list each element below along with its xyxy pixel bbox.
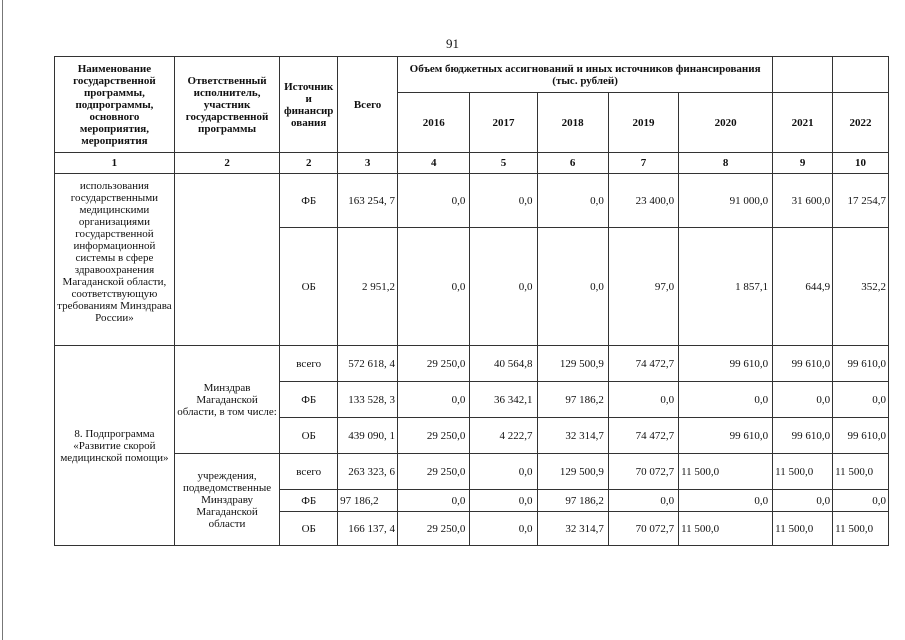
header-source: Источник и финансир ования <box>280 57 338 153</box>
value-cell: 0,0 <box>679 490 773 512</box>
value-cell: 0,0 <box>537 174 608 228</box>
value-cell: 40 564,8 <box>470 346 537 382</box>
table-row <box>55 454 889 490</box>
column-number: 1 <box>55 153 175 174</box>
value-cell: 29 250,0 <box>398 512 470 546</box>
value-cell: 17 254,7 <box>833 174 889 228</box>
table-row <box>55 346 889 382</box>
total-cell: 263 323, 6 <box>338 454 398 490</box>
value-cell: 23 400,0 <box>608 174 678 228</box>
value-cell: 29 250,0 <box>398 454 470 490</box>
value-cell: 70 072,7 <box>608 454 678 490</box>
value-cell: 99 610,0 <box>773 418 833 454</box>
total-cell: 2 951,2 <box>338 228 398 346</box>
value-cell: 0,0 <box>398 174 470 228</box>
source-cell: ОБ <box>280 228 338 346</box>
total-cell: 166 137, 4 <box>338 512 398 546</box>
value-cell: 29 250,0 <box>398 418 470 454</box>
header-year: 2017 <box>470 93 537 153</box>
value-cell: 11 500,0 <box>833 454 889 490</box>
header-funding-group: Объем бюджетных ассигнований и иных источников финансирования (тыс. рублей) <box>398 57 773 93</box>
subprogram-name: 8. Подпрограмма «Развитие скорой медицинской помощи» <box>55 346 175 546</box>
value-cell: 0,0 <box>773 490 833 512</box>
value-cell: 29 250,0 <box>398 346 470 382</box>
value-cell: 4 222,7 <box>470 418 537 454</box>
value-cell: 36 342,1 <box>470 382 537 418</box>
executor-cell <box>174 174 279 346</box>
value-cell: 99 610,0 <box>679 346 773 382</box>
column-number: 2 <box>280 153 338 174</box>
value-cell: 1 857,1 <box>679 228 773 346</box>
value-cell: 99 610,0 <box>833 418 889 454</box>
value-cell: 0,0 <box>470 454 537 490</box>
total-cell: 97 186,2 <box>338 490 398 512</box>
value-cell: 0,0 <box>679 382 773 418</box>
value-cell: 0,0 <box>398 382 470 418</box>
value-cell: 70 072,7 <box>608 512 678 546</box>
column-number-row <box>55 153 889 174</box>
value-cell: 11 500,0 <box>679 454 773 490</box>
value-cell: 0,0 <box>470 174 537 228</box>
budget-table <box>54 56 889 546</box>
header-empty-cell <box>833 57 889 93</box>
executor-name: Минздрав Магаданской области, в том числе: <box>174 346 279 454</box>
value-cell: 0,0 <box>470 490 537 512</box>
value-cell: 11 500,0 <box>773 512 833 546</box>
header-empty-cell <box>773 57 833 93</box>
column-number: 4 <box>398 153 470 174</box>
value-cell: 0,0 <box>773 382 833 418</box>
value-cell: 644,9 <box>773 228 833 346</box>
value-cell: 0,0 <box>470 228 537 346</box>
total-cell: 572 618, 4 <box>338 346 398 382</box>
value-cell: 0,0 <box>833 490 889 512</box>
header-year: 2020 <box>679 93 773 153</box>
value-cell: 31 600,0 <box>773 174 833 228</box>
header-year: 2021 <box>773 93 833 153</box>
header-total: Всего <box>338 57 398 153</box>
source-cell: ФБ <box>280 382 338 418</box>
header-executor: Ответственный исполнитель, участник государственной программы <box>174 57 279 153</box>
activity-name: использования государственными медицинскими организациями государственной информационной системы в сфере здравоохранения Магаданской области, соответствующую требованиям Минздрава России» <box>55 174 175 346</box>
source-cell: ОБ <box>280 418 338 454</box>
value-cell: 99 610,0 <box>773 346 833 382</box>
value-cell: 11 500,0 <box>833 512 889 546</box>
value-cell: 11 500,0 <box>773 454 833 490</box>
column-number: 7 <box>608 153 678 174</box>
header-year: 2016 <box>398 93 470 153</box>
value-cell: 0,0 <box>398 490 470 512</box>
value-cell: 97 186,2 <box>537 382 608 418</box>
value-cell: 99 610,0 <box>833 346 889 382</box>
total-cell: 133 528, 3 <box>338 382 398 418</box>
value-cell: 129 500,9 <box>537 346 608 382</box>
value-cell: 0,0 <box>608 490 678 512</box>
total-cell: 163 254, 7 <box>338 174 398 228</box>
column-number: 8 <box>679 153 773 174</box>
column-number: 2 <box>174 153 279 174</box>
value-cell: 129 500,9 <box>537 454 608 490</box>
value-cell: 352,2 <box>833 228 889 346</box>
table-row <box>55 174 889 228</box>
header-name: Наименование государственной программы, подпрограммы, основного мероприятия, мероприятия <box>55 57 175 153</box>
source-cell: всего <box>280 346 338 382</box>
header-year: 2019 <box>608 93 678 153</box>
page-number: 91 <box>446 36 459 51</box>
value-cell: 11 500,0 <box>679 512 773 546</box>
header-year: 2018 <box>537 93 608 153</box>
value-cell: 74 472,7 <box>608 418 678 454</box>
value-cell: 97,0 <box>608 228 678 346</box>
value-cell: 99 610,0 <box>679 418 773 454</box>
value-cell: 91 000,0 <box>679 174 773 228</box>
value-cell: 32 314,7 <box>537 512 608 546</box>
source-cell: ФБ <box>280 490 338 512</box>
value-cell: 0,0 <box>398 228 470 346</box>
header-row-1 <box>55 57 889 93</box>
source-cell: ОБ <box>280 512 338 546</box>
value-cell: 97 186,2 <box>537 490 608 512</box>
column-number: 9 <box>773 153 833 174</box>
value-cell: 32 314,7 <box>537 418 608 454</box>
source-cell: всего <box>280 454 338 490</box>
value-cell: 0,0 <box>470 512 537 546</box>
total-cell: 439 090, 1 <box>338 418 398 454</box>
value-cell: 0,0 <box>833 382 889 418</box>
value-cell: 0,0 <box>608 382 678 418</box>
value-cell: 74 472,7 <box>608 346 678 382</box>
scan-left-edge <box>2 0 3 640</box>
header-year: 2022 <box>833 93 889 153</box>
executor-name: учреждения, подведомственные Минздраву Магаданской области <box>174 454 279 546</box>
source-cell: ФБ <box>280 174 338 228</box>
column-number: 10 <box>833 153 889 174</box>
value-cell: 0,0 <box>537 228 608 346</box>
column-number: 6 <box>537 153 608 174</box>
column-number: 3 <box>338 153 398 174</box>
column-number: 5 <box>470 153 537 174</box>
